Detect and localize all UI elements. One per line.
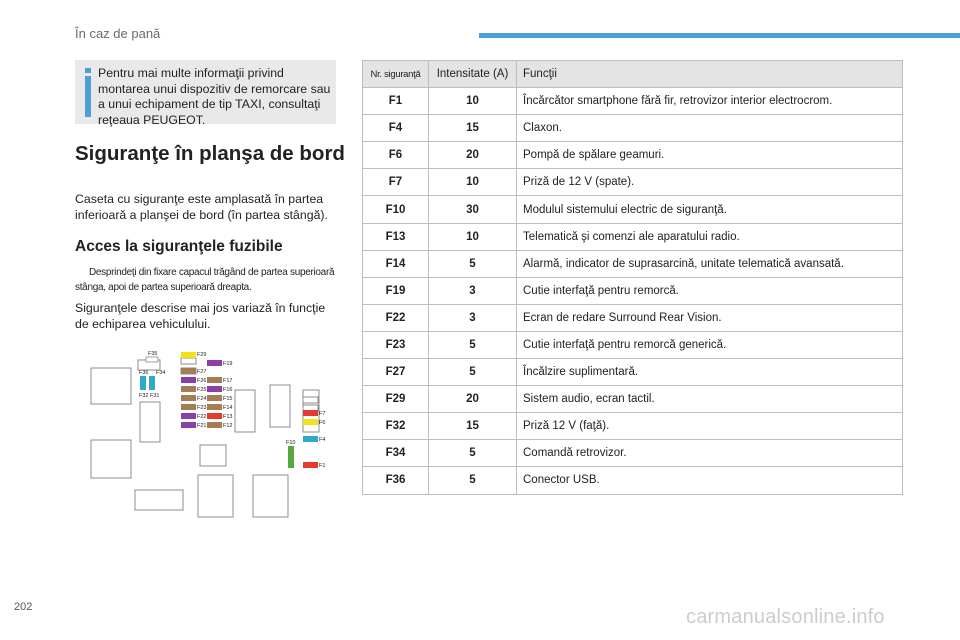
table-row [363, 250, 903, 277]
fuse-f36 [140, 376, 146, 390]
table-row [363, 440, 903, 467]
label-f6: F6 [319, 420, 326, 426]
table-row [363, 142, 903, 169]
header-accent-bar [479, 33, 960, 38]
cell-fuse-number: F7 [363, 169, 429, 196]
label-f14: F14 [223, 405, 233, 411]
cell-amperage: 15 [429, 413, 517, 440]
cell-amperage: 30 [429, 196, 517, 223]
cell-function: Ecran de redare Surround Rear Vision. [517, 304, 903, 331]
fuse-f13 [207, 413, 222, 419]
info-box [75, 60, 336, 127]
fuse-table [362, 60, 903, 495]
fuse-f35 [146, 357, 158, 362]
cell-amperage: 5 [429, 440, 517, 467]
fuse-f27 [181, 368, 196, 374]
label-f1: F1 [319, 463, 326, 469]
cell-fuse-number: F32 [363, 413, 429, 440]
label-f12: F12 [223, 423, 233, 429]
column-header-amperage: Intensitate (A) [429, 61, 517, 88]
cell-fuse-number: F13 [363, 223, 429, 250]
table-row [363, 277, 903, 304]
cell-function: Priză de 12 V (spate). [517, 169, 903, 196]
cell-fuse-number: F36 [363, 467, 429, 494]
cell-function: Modulul sistemului electric de siguranţă. [517, 196, 903, 223]
label-f32: F32 [139, 393, 149, 399]
bullet-text: Desprindeţi din fixare capacul trăgând de partea superioară stânga, apoi de partea superioară dreapta. [75, 267, 335, 293]
table-row [363, 304, 903, 331]
fuse-f24 [181, 395, 196, 401]
cell-fuse-number: F10 [363, 196, 429, 223]
cell-function: Încălzire suplimentară. [517, 359, 903, 386]
diagram-block [270, 385, 290, 427]
diagram-block [91, 368, 131, 404]
cell-function: Alarmă, indicator de suprasarcină, unitate telematică avansată. [517, 250, 903, 277]
cell-amperage: 20 [429, 386, 517, 413]
label-f25: F25 [197, 387, 207, 393]
cell-fuse-number: F22 [363, 304, 429, 331]
fuse-f4 [303, 436, 318, 442]
cell-fuse-number: F23 [363, 331, 429, 358]
table-row [363, 386, 903, 413]
cell-fuse-number: F6 [363, 142, 429, 169]
label-f31: F31 [150, 393, 160, 399]
fuse-f23 [181, 404, 196, 410]
cell-function: Cutie interfaţă pentru remorcă. [517, 277, 903, 304]
cell-fuse-number: F1 [363, 88, 429, 115]
cell-amperage: 3 [429, 277, 517, 304]
label-f21: F21 [197, 423, 207, 429]
column-header-functions: Funcţii [517, 61, 903, 88]
cell-function: Telematică şi comenzi ale aparatului radio. [517, 223, 903, 250]
cell-function: Comandă retrovizor. [517, 440, 903, 467]
label-f34: F34 [156, 370, 166, 376]
diagram-block [303, 397, 318, 403]
intro-paragraph: Caseta cu siguranţe este amplasată în partea inferioară a planşei de bord (în partea stângă). [75, 192, 328, 222]
fuse-f6 [303, 419, 318, 425]
fuse-f22 [181, 413, 196, 419]
label-f13: F13 [223, 414, 233, 420]
subsection-title: Acces la siguranţele fuzibile [75, 238, 283, 255]
cell-function: Încărcător smartphone fără fir, retrovizor interior electrocrom. [517, 88, 903, 115]
table-row [363, 359, 903, 386]
diagram-block [135, 490, 183, 510]
cell-fuse-number: F4 [363, 115, 429, 142]
cell-amperage: 5 [429, 359, 517, 386]
cell-function: Priză 12 V (faţă). [517, 413, 903, 440]
instruction-bullet [75, 266, 340, 295]
table-row [363, 196, 903, 223]
fuse-f17 [207, 377, 222, 383]
cell-function: Cutie interfaţă pentru remorcă generică. [517, 331, 903, 358]
label-f15: F15 [223, 396, 233, 402]
info-icon [85, 68, 91, 117]
label-f10: F10 [286, 440, 296, 446]
table-row [363, 413, 903, 440]
note-paragraph: Siguranţele descrise mai jos variază în funcţie de echiparea vehiculului. [75, 301, 326, 331]
cell-amperage: 5 [429, 250, 517, 277]
page-section-title: În caz de pană [75, 26, 161, 41]
label-f17: F17 [223, 378, 233, 384]
fuse-f16 [207, 386, 222, 392]
table-row [363, 169, 903, 196]
diagram-block [140, 402, 160, 442]
fuse-f25 [181, 386, 196, 392]
info-text: Pentru mai multe informaţii privind montarea unui dispozitiv de remorcare sau a unui echipament de tip TAXI, consultaţi reţeaua PEUGEOT. [98, 66, 331, 127]
fuse-f14 [207, 404, 222, 410]
table-row [363, 223, 903, 250]
diagram-block [253, 475, 288, 517]
cell-fuse-number: F19 [363, 277, 429, 304]
fuse-f15 [207, 395, 222, 401]
label-f27: F27 [197, 369, 207, 375]
fuse-f1 [303, 462, 318, 468]
label-f29: F29 [197, 352, 207, 358]
label-f4: F4 [319, 437, 326, 443]
label-f35: F35 [148, 351, 158, 357]
table-header-row [363, 61, 903, 88]
diagram-block [200, 445, 226, 466]
cell-function: Sistem audio, ecran tactil. [517, 386, 903, 413]
cell-amperage: 10 [429, 88, 517, 115]
fuse-f10 [288, 446, 294, 468]
cell-amperage: 10 [429, 223, 517, 250]
table-row [363, 115, 903, 142]
table-row [363, 467, 903, 494]
fuse-f26 [181, 377, 196, 383]
page-number: 202 [14, 601, 33, 613]
cell-function: Claxon. [517, 115, 903, 142]
cell-amperage: 5 [429, 467, 517, 494]
fuse-f29 [181, 352, 196, 358]
cell-amperage: 15 [429, 115, 517, 142]
fuse-f34 [149, 376, 155, 390]
fuse-f19 [207, 360, 222, 366]
label-f26: F26 [197, 378, 207, 384]
fuse-f12 [207, 422, 222, 428]
cell-amperage: 3 [429, 304, 517, 331]
section-title: Siguranţe în planşa de bord [75, 142, 345, 165]
label-f19: F19 [223, 361, 233, 367]
label-f24: F24 [197, 396, 207, 402]
cell-fuse-number: F29 [363, 386, 429, 413]
fuse-f21 [181, 422, 196, 428]
fuse-f7 [303, 410, 318, 416]
cell-fuse-number: F14 [363, 250, 429, 277]
cell-amperage: 10 [429, 169, 517, 196]
column-header-fuse-number: Nr. siguranţă [363, 61, 429, 88]
label-f23: F23 [197, 405, 207, 411]
cell-amperage: 5 [429, 331, 517, 358]
cell-fuse-number: F27 [363, 359, 429, 386]
label-f7: F7 [319, 411, 326, 417]
table-row [363, 331, 903, 358]
diagram-block [198, 475, 233, 517]
cell-fuse-number: F34 [363, 440, 429, 467]
fuse-box-diagram [80, 342, 330, 524]
watermark: carmanualsonline.info [686, 606, 885, 628]
cell-function: Conector USB. [517, 467, 903, 494]
diagram-block [91, 440, 131, 478]
diagram-block [235, 390, 255, 432]
label-f22: F22 [197, 414, 207, 420]
table-row [363, 88, 903, 115]
diagram-block [181, 358, 196, 364]
cell-function: Pompă de spălare geamuri. [517, 142, 903, 169]
table-body [363, 88, 903, 494]
label-f36: F36 [139, 370, 149, 376]
cell-amperage: 20 [429, 142, 517, 169]
label-f16: F16 [223, 387, 233, 393]
